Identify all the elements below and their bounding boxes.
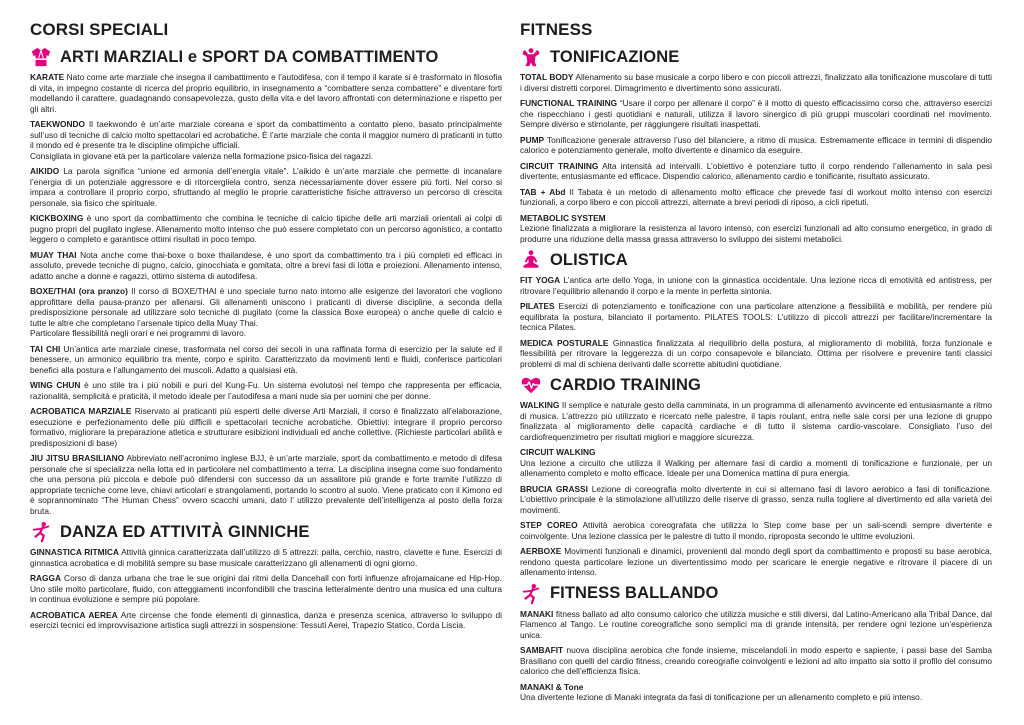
course-name: MEDICA POSTURALE bbox=[520, 337, 609, 348]
course-entry bbox=[520, 520, 992, 541]
course-entry bbox=[30, 547, 502, 568]
right-column bbox=[520, 20, 992, 708]
course-entry bbox=[30, 119, 502, 161]
course-entry bbox=[520, 400, 992, 442]
course-name: KICKBOXING bbox=[30, 213, 84, 223]
course-entry bbox=[520, 275, 992, 296]
course-description: Allenamento su base musicale a corpo libero e con piccoli attrezzi, finalizzato alla tonificazione muscolare di tutti i diversi distretti corporei. Dimagrimento e divertimento sono assicurati. bbox=[520, 72, 992, 93]
course-name: BRUCIA GRASSI bbox=[520, 483, 588, 494]
course-description: Movimenti funzionali e dinamici, provenienti dal mondo degli sport da combattimento e proposti su base aerobica, rendono questa particolare lezione un divertentissimo modo per scaricare le energie negative e ritrovare il piacere di un allenamento intenso. bbox=[520, 546, 992, 577]
course-description: Tonificazione generale attraverso l’uso del bilanciere, a ritmo di musica. Estremamente efficace in termini di dispendio calorico e potenziamento generale, molto divertente e dinamico da eseguire. bbox=[520, 134, 992, 155]
course-name: MUAY THAI bbox=[30, 249, 77, 260]
course-entry bbox=[30, 344, 502, 376]
course-description: Lezione finalizzata a migliorare la resistenza al lavoro intenso, con esercizi funzionali ad alto consumo energetico, in grado di produrre una riduzione della massa grassa attraverso lo sviluppo dei sistemi metabolici. bbox=[520, 223, 992, 244]
course-name: TAI CHI bbox=[30, 343, 61, 354]
course-description: Un’antica arte marziale cinese, trasformata nel corso dei secoli in una raffinata forma di esercizio per la salute ed il benessere, un armonico equilibrio tra mente, corpo e spirito. Caratterizzato da movimenti lenti e fluidi, conferisce particolari benefici alla postura e l’allungamento dei muscoli. Adatto a qualsiasi età. bbox=[30, 343, 502, 375]
section-heading-cardio bbox=[520, 374, 992, 396]
course-name: CIRCUIT TRAINING bbox=[520, 160, 599, 171]
section-heading-label: DANZA ED ATTIVITÀ GINNICHE bbox=[60, 522, 310, 541]
section-heading-label: FITNESS BALLANDO bbox=[550, 584, 719, 602]
course-description: “Usare il corpo per allenare il corpo” è il motto di questo efficacissimo corso che, attraverso esercizi che rispecchiano i gesti quotidiani e naturali, utilizza il lavoro sinergico di più gruppi muscolari coordinati nel movimento. Sempre diverso e stimolante, per raggiungere risultati inaspettati. bbox=[520, 98, 992, 129]
course-name: KARATE bbox=[30, 72, 65, 82]
heartbeat-icon bbox=[520, 374, 542, 396]
section-heading-martial-arts bbox=[30, 46, 502, 68]
dancer-icon bbox=[30, 521, 52, 543]
course-description: L’antica arte dello Yoga, in unione con la ginnastica occidentale. Una lezione ricca di emotività ed antistress, per ritrovare l’equilibrio allenando il corpo e la mente in perfetta sintonia. bbox=[520, 275, 993, 296]
course-name: METABOLIC SYSTEM bbox=[520, 212, 606, 223]
course-entry bbox=[520, 484, 992, 516]
course-name: MANAKI & Tone bbox=[520, 681, 584, 692]
course-description: La parola significa “unione ed armonia dell’energia vitale”. L’aikido è un’arte marziale che permette di incanalare l’energia di un potenziale aggressore e di ritorcergliela contro, senza necessariamente dover essere più forti. Nel corso si impara a controllare il proprio corpo, sfruttando al meglio le proprie caratteristiche fisiche attraverso un percorso di crescita personale, sia fisico che spirituale. bbox=[30, 166, 502, 208]
course-description: Alta intensità ad intervalli. L’obiettivo è potenziare tutto il corpo rendendo l’allenamento in sala pesi divertente, entusiasmante ed efficace. Dispendio calorico, allenamento cardio e tonificante, risultato assicurato. bbox=[520, 160, 992, 181]
course-entry bbox=[520, 609, 992, 641]
section-heading-label: OLISTICA bbox=[550, 250, 628, 269]
course-name: FIT YOGA bbox=[520, 275, 561, 285]
section-heading-dance-fitness bbox=[520, 583, 992, 605]
course-name: BOXE/THAI (ora pranzo) bbox=[30, 286, 128, 296]
course-name: FUNCTIONAL TRAINING bbox=[520, 98, 618, 108]
course-entry bbox=[520, 546, 992, 578]
course-description: Attività aerobica coreografata che utilizza lo Step come base per un sali-scendi sempre divertente e coinvolgente. Una lezione classica per le palestre di tutto il mondo, riproposta secondo le ultime evoluzioni. bbox=[520, 520, 992, 541]
dancer-icon bbox=[520, 583, 542, 605]
course-entry bbox=[30, 286, 502, 339]
course-entry bbox=[520, 301, 992, 333]
course-name: AERBOXE bbox=[520, 546, 562, 556]
course-name: RAGGA bbox=[30, 573, 62, 583]
bodybuilder-icon bbox=[520, 46, 542, 68]
course-entry bbox=[30, 453, 502, 516]
course-name: STEP COREO bbox=[520, 520, 578, 530]
course-description: Attività ginnica caratterizzata dall’utilizzo di 5 attrezzi: palla, cerchio, nastro, clavette e fune. Esercizi di ginnastica acrobatica e di mobilità sempre su base musicale caratterizzano gli allenamenti di ogni giorno. bbox=[30, 547, 502, 568]
course-name: ACROBATICA AEREA bbox=[30, 609, 118, 620]
course-name: CIRCUIT WALKING bbox=[520, 447, 596, 457]
course-entry bbox=[30, 380, 502, 401]
course-entry bbox=[520, 135, 992, 156]
section-heading-holistic bbox=[520, 249, 992, 271]
course-entry bbox=[520, 645, 992, 677]
course-description: Una lezione a circuito che utilizza il Walking per alternare fasi di cardio a momenti di tonificazione e funzionale, per un allenamento completo e molto efficace. Ideale per una Domenica mattina di pura energia. bbox=[520, 457, 992, 478]
course-name: WING CHUN bbox=[30, 380, 81, 390]
section-heading-label: ARTI MARZIALI e SPORT DA COMBATTIMENTO bbox=[60, 47, 439, 66]
course-name: GINNASTICA RITMICA bbox=[30, 547, 119, 557]
course-description: Una divertente lezione di Manaki integrata da fasi di tonificazione per un allenamento completo e più intenso. bbox=[520, 692, 923, 702]
course-description: Nota anche come thai-boxe o boxe thailandese, è uno sport da combattimento tra i più completi ed efficaci in assoluto, prevede tecniche di pugno, calcio, ginocchiata e gomitata, oltre a brevi fasi di lotta e proiezioni. Allenamento intenso, adatto anche a donne e ragazzi, ottimo sistema di autodifesa. bbox=[30, 249, 502, 281]
course-entry bbox=[30, 166, 502, 208]
course-description: Ginnastica finalizzata al riequilibrio della postura, al miglioramento di mobilità, forza funzionale e flessibilità per ritrovare la leggerezza di un corpo consapevole e bilanciato. Ottima per risolvere e prevenire tanti classici problemi di mal di schiena derivanti dalle scorrette abitudini quotidiane. bbox=[520, 337, 992, 369]
course-name: TOTAL BODY bbox=[520, 72, 574, 82]
course-description: è uno sport da combattimento che combina le tecniche di calcio tipiche delle arti marziali orientali ai colpi di pugno propri del pugilato inglese. Allenamento molto intenso che può essere completato con un percorso agonistico, a contatto leggero o completo e garantisce ottimi risultati in poco tempo. bbox=[30, 213, 502, 244]
martial-arts-jacket-icon bbox=[30, 46, 52, 68]
course-description: Riservato ai praticanti più esperti delle diverse Arti Marziali, il corso è finalizzato all’elaborazione, esecuzione e perfezionamento delle più difficili e spettacolari tecniche acrobatiche. Obiettivi: integrare il proprio percorso formativo, migliorare la preparazione atletica e strutturare esibizioni individuali ed anche collettive. (Richieste particolari abilità e predisposizioni di base) bbox=[30, 406, 503, 448]
column-title: CORSI SPECIALI bbox=[30, 20, 169, 39]
course-name: TAEKWONDO bbox=[30, 119, 85, 129]
section-heading-toning bbox=[520, 46, 992, 68]
course-name: TAB + Abd bbox=[520, 186, 566, 197]
section-heading-dance bbox=[30, 521, 502, 543]
course-description: fitness ballato ad alto consumo calorico che utilizza musiche e stili diversi, dal Latino-Americano alla Tribal Dance, dal Flamenco al Tango. Le routine coreografiche sono semplici ma di grande intensità, per rendere ogni lezione un’esperienza unica. bbox=[520, 608, 992, 640]
course-description: Il Tabata è un metodo di allenamento molto efficace che prevede fasi di workout molto intenso con esercizi funzionali, a corpo libero e con piccoli attrezzi, alternate a brevi periodi di riposo, a cicli ripetuti. bbox=[520, 186, 992, 207]
course-description: Lezione di coreografia molto divertente in cui si alternano fasi di lavoro aerobico a fasi di tonificazione. L’obiettivo principale è la stimolazione all’utilizzo delle riserve di grasso, senza nulla togliere al divertimento ed alla varietà dei movimenti. bbox=[520, 483, 992, 515]
course-description: è uno stile tra i più nobili e puri del Kung-Fu. Un sistema evolutosi nel tempo che rappresenta per efficacia, razionalità, semplicità e praticità, il metodo ideale per l’autodifesa a mani nude sia per uomini che per donne. bbox=[30, 380, 502, 401]
course-entry bbox=[30, 406, 502, 448]
course-entry bbox=[520, 72, 992, 93]
course-description: nuova disciplina aerobica che fonde insieme, miscelandoli in modo esperto e sapiente, i passi base del Samba Brasiliano con quelli del cardio fitness, creando coreografie coinvolgenti e lezioni ad alto impatto sia sotto il profilo del consumo calorico che dell’efficienza fisica. bbox=[520, 645, 992, 676]
course-description: Il corso di BOXE/THAI è uno speciale turno nato intorno alle esigenze dei lavoratori che vogliono approfittare della pausa-pranzo per allenarsi. Gli allenamenti uniscono i praticanti di diverse discipline, a seconda della predisposizione personale ad utilizzare solo tecniche di pugilato (come la classica Boxe europea) o anche quelle di calcio e tutte le altre che completano l’arsenale tipico della Muay Thai. bbox=[30, 286, 502, 328]
course-entry bbox=[520, 187, 992, 208]
course-description: Abbreviato nell’acronimo inglese BJJ, è un’arte marziale, sport da combattimento e metodo di difesa personale che si specializza nella lotta ed in particolare nel combattimento a terra. La disciplina insegna come suo fondamento che una persona più piccola e debole può difendersi con successo da un assalitore più grande e forte tramite l’utilizzo di appropriate tecniche come leve, chiavi articolari e strangolamenti, portando lo scontro al suolo. Viene praticato con il Kimono ed è soprannominato “The Human Chess” ovvero scacchi umani, dato l’ utilizzo prevalente dell’intelligenza al posto della forza bruta. bbox=[30, 453, 503, 516]
course-name: PUMP bbox=[520, 134, 545, 145]
course-entry bbox=[520, 98, 992, 130]
course-description: Esercizi di potenziamento e tonificazione con una particolare attenzione a flessibilità e mobilità, per rendere più equilibrata la postura, bilanciato il portamento. PILATES TOOLS: L’utilizzo di piccoli attrezzi per facilitare/incrementare la tecnica Pilates. bbox=[520, 301, 992, 332]
course-entry bbox=[520, 338, 992, 370]
column-title: FITNESS bbox=[520, 20, 593, 39]
course-note: Consigliata in giovane età per la particolare valenza nella formazione psico-fisica dei ragazzi. bbox=[30, 150, 374, 161]
course-entry bbox=[30, 610, 502, 631]
course-name: AIKIDO bbox=[30, 166, 60, 176]
course-name: JIU JITSU BRASILIANO bbox=[30, 453, 125, 463]
course-entry bbox=[520, 161, 992, 182]
course-name: SAMBAFIT bbox=[520, 645, 564, 655]
course-entry bbox=[30, 573, 502, 605]
course-note: Particolare flessibilità negli orari e nei programmi di lavoro. bbox=[30, 328, 247, 338]
course-entry bbox=[30, 213, 502, 245]
course-name: WALKING bbox=[520, 400, 560, 410]
course-description: Il semplice e naturale gesto della camminata, in un programma di allenamento avvincente ed entusiasmante a ritmo di musica. L’attrezzo più utilizzato e ricercato nelle palestre, il tapis roulant, entra nelle sale corsi per una lezione di gruppo finalizzata al miglioramento delle capacità cardiache e di tutto il sistema cardio-vascolare. Consigliato l’uso del cardiofrequenzimetro per risultati migliori e maggiore sicurezza. bbox=[520, 400, 992, 442]
course-entry bbox=[30, 250, 502, 282]
course-description: Il taekwondo è un’arte marziale coreana e sport da combattimento a contatto pieno, basato principalmente sull’uso di tecniche di calcio molto spettacolari ed acrobatiche. È l’arte marziale che conta il maggior numero di praticanti in tutto il mondo ed è presente tra le discipline olimpiche ufficiali. bbox=[30, 119, 502, 150]
section-heading-label: TONIFICAZIONE bbox=[550, 47, 680, 66]
course-name: MANAKI bbox=[520, 608, 554, 619]
course-description: Arte circense che fonde elementi di ginnastica, danza e presenza scenica, attraverso lo sviluppo di esercizi tecnici ed improvvisazione artistica sugli attrezzi in sospensione: Tessuti Aerei, Trapezio Statico, Corda Liscia. bbox=[30, 609, 503, 630]
left-column bbox=[30, 20, 502, 636]
meditation-icon bbox=[520, 249, 542, 271]
course-name: ACROBATICA MARZIALE bbox=[30, 406, 132, 416]
course-name: PILATES bbox=[520, 301, 555, 311]
section-heading-label: CARDIO TRAINING bbox=[550, 375, 701, 394]
course-description: Nato come arte marziale che insegna il cambattimento e l’autodifesa, con il tempo il karate si è trasformato in filosofia di vita, in impegno costante di ricerca del proprio equilibrio, in insegnamento a “combattere senza combattere” e diventare forti modellando il carattere, guadagnando consapevolezza, gusto della vita e del lavoro affrontati con determinazione e rispetto per gli altri. bbox=[30, 72, 502, 114]
course-entry bbox=[30, 72, 502, 114]
course-description: Corso di danza urbana che trae le sue origini dai ritmi della Dancehall con forti influenze afrojamaicane ed Hip-Hop. Uno stile molto particolare, fluido, con atteggiamenti inconfondibili che trascina letteralmente dentro una musica ed una cultura in continua evoluzione e sempre più popolare. bbox=[30, 573, 502, 604]
